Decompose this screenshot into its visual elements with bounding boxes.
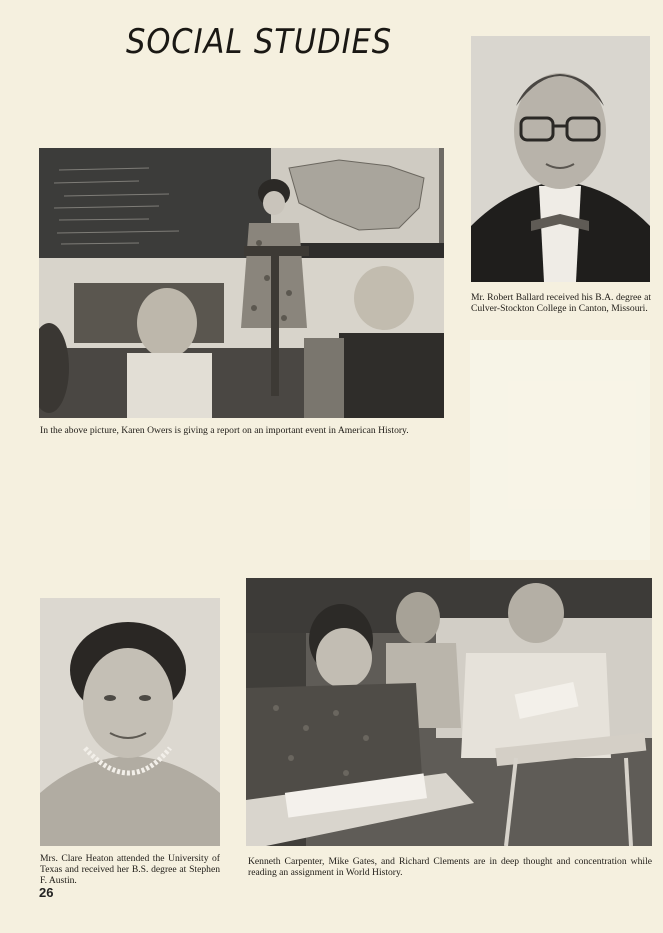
classroom-report-caption: In the above picture, Karen Owers is giving a report on an important event in American History.: [40, 425, 409, 436]
ballard-caption: Mr. Robert Ballard received his B.A. degree at Culver-Stockton College in Canton, Missouri.: [471, 292, 651, 314]
bleed-through-area: [470, 340, 650, 560]
page-number: 26: [39, 885, 54, 900]
classroom-report-photo: [39, 148, 444, 418]
heaton-portrait: [40, 598, 220, 846]
heaton-caption: Mrs. Clare Heaton attended the University of Texas and received her B.S. degree at Stephen F. Austin.: [40, 853, 220, 886]
students-reading-photo: [246, 578, 652, 846]
ballard-portrait: [471, 36, 650, 282]
page-title: SOCIAL STUDIES: [126, 22, 393, 62]
students-reading-caption: Kenneth Carpenter, Mike Gates, and Richard Clements are in deep thought and concentration while reading an assignment in World History.: [248, 856, 652, 878]
